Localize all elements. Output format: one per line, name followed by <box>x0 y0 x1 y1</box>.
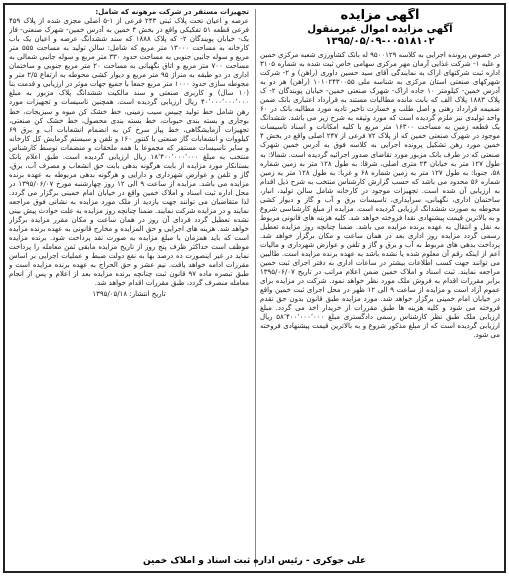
announcement-header <box>260 8 500 48</box>
signature-line: علی جوکری - رئیس اداره ثبت اسناد و املاک خمین <box>142 556 367 566</box>
publish-date: تاریخ انتشار: ۱۳۹۵/۰۵/۱۸ <box>92 290 166 299</box>
left-column <box>9 8 249 568</box>
right-body-text: در خصوص پرونده اجرایی به کلاسه ۹۵۰۰۱۲۹ له بانک کشاورزی شعبه مرکزی خمین و علیه ۱- شرکت غذایی آرمان مهر مرکزی سهامی خاص ثبت شده به شماره ۳۱۰۵ اداره ثبت شرکتهای اراک به نمایندگی آقای سید حسین داوری (راهن) و ۲- شرکت شهرکهای صنعتی استان مرکزی به شناسه ملی ۱۰۱۰۲۴۳۰۰۵۵ (راهن) هر دو به آدرس خمین- کیلومتر ۱۰ جاده اراک- شهرک صنعتی خمین- خیابان پویندگان ۲- ک پلاک ۱۸۸۳ پلاک الف که بابت مانده مطالبات مستند به قرارداد اعتباری بانک ضمن ضمیمه قرارداد رهنی و اصل طلب و خسارت تاخیر تادیه مورد مطالبه بانک در ۶۰ واحد تولیدی نیز ملزم گردیده است که مورد وثیقه به شرح زیر می باشد. ششدانگ یک قطعه زمین به مساحت ۱۶۳۰۰ متر مربع با کلیه امکانات و اسناد تاسیسات موجود در شهرک صنعتی خمین که از پلاک ۷۲ فرعی از ۲۴۷ اصلی واقع در بخش ۴ خمین مورد رهن تشکیل پرونده اجرایی به کلاسه فوق به آدرس خمین شهرک صنعتی که در طرف بانک مزبور مورد تقاضای صدور اجرائیه گردیده است. شمالا: به طول ۱۲۷ متر به خیابان ۲۴ متری اصلی، شرقا: به طول ۱۲۸ متر به زمین شماره ۵۸، جنوبا: به طول ۱۲۷ متر به زمین شماره ۶۸ و غربا: به طول ۱۲۸ متر به زمین شماره ۵۶ محدود می باشد که حسب گزارش کارشناس منتخب به شرح ذیل اقدام به ارزیابی آن شده است. تجهیزات موجود در کارخانه شامل سالن تولید، انبار، ساختمان اداری، نگهبانی، سرایداری، تاسیسات برق و آب و گاز و دیوار کشی محوطه به صورت ششدانگ ارزیابی گردیده است. مزایده از مبلغ کارشناسی شروع و به بالاترین قیمت پیشنهادی نقدا فروخته خواهد شد. کلیه هزینه های قانونی مربوط به نقل و انتقال به عهده برنده مزایده می باشد. ضمنا چنانچه روز مزایده تعطیل رسمی گردد مزایده روز اداری بعد در همان ساعت و مکان برگزار خواهد شد. پرداخت بدهی های مربوط به آب و برق و گاز و تلفن و عوارض شهرداری و مالیات اعم از اینکه رقم آن معلوم شده یا نشده باشد به عهده برنده مزایده است. طالبین می توانند جهت کسب اطلاعات بیشتر در ساعات اداری به دفتر اجرای ثبت خمین مراجعه نمایند. ثبت اسناد و املاک خمین ضمن اعلام مراتب در تاریخ ۱۳۹۵/۰۶/۰۷ برابر مقررات اقدام به فروش ملک مورد نظر خواهد نمود. شرکت در مزایده برای عموم آزاد است و مزایده از ساعت ۹ الی ۱۲ ظهر در محل اجرای ثبت خمین واقع در خیابان امام خمینی برگزار خواهد شد. مورد مزایده طبق قانون بدون حق تقدم فروخته می شود و کلیه هزینه ها طبق مقررات از خریدار اخذ می گردد. مبلغ ارزیابی ملک طبق نظر کارشناس رسمی دادگستری مبلغ ۵۸٬۴۰۰٬۰۰۰٬۰۰۰ ریال ارزیابی گردیده است که از مبلغ مذکور شروع و به بالاترین قیمت پیشنهادی فروخته می شود. <box>260 51 500 340</box>
announcement-page <box>3 3 506 573</box>
title-main: آگهی مزایده <box>340 8 420 23</box>
right-column <box>260 8 500 568</box>
column-divider <box>255 9 256 567</box>
title-number: ۱۳۹۵/۰۵/۰۹-۰۰۵۱۸۱۰۲ <box>325 36 435 47</box>
left-intro-text: تجهیزات مستقر در شرکت مرهونه که شامل: <box>95 8 249 16</box>
title-subtitle: آگهی مزایده اموال غیرمنقول <box>307 24 453 35</box>
left-body-text: عرصه و اعیان تحت پلاک ثبتی ۲۴۳ فرعی از ۱-۵ اصلی مجزی شده از پلاک ۴۵۹ فرعی قطعه ۵۱ تفکیکی واقع در بخش ۴ خمین به آدرس خمین- شهرک صنعتی- فاز یک- خیابان پویندگان ۲- که پلاک ۱۸۸۸ که سند ششدانگ عرصه و اعیان یک باب کارخانه به مساحت ۱۳۰۰۰ متر مربع که شامل: سالن تولید به مساحت ۵۵۵ متر مربع و سوله جانبی جنوبی به مساحت حدود ۳۳۰ متر مربع و سوله جانبی شمالی به مساحت ۷۰۰ متر مربع و اتاق نگهبانی به مساحت ۲۰ متر مربع جنوبی و ساختمان اداری در دو طبقه به متراژ ۹۵ متر مربع و دیوار کشی محوطه به ارتفاع ۲/۵ متر و محوطه سازی حدود ۱۰۰۰ متر مربع جمعا با جمیع جهات موثر در ارزیابی و قدمت بنا (۱۰ سال) و کاربری صنعتی و سند مالکیت ششدانگ پلاک مزبور به مبلغ ۴۰٬۰۰۰٬۰۰۰٬۰۰۰ ریال ارزیابی گردیده است. همچنین تاسیسات و تجهیزات مورد رهن شامل خط تولید چیپس سیب زمینی، خط خشک کن میوه و سبزیجات، خط بوجاری و بسته بندی حبوبات، خط بسته بندی محصول، خط خشک کن صنعتی، تجهیزات آزمایشگاهی، خط پیاز سرخ کن به انضمام انشعابات آب و برق ۶۹ کیلووات و انشعابات گاز صنعتی با کنتور ۱۶۰ و تلفن و سیستم گرمایش کل کارخانه و سایر تاسیسات مستقر که مجموعا با همه ملحقات و منضمات توسط کارشناس منتخب به مبلغ ۱۸٬۴۰۰٬۰۰۰٬۰۰۰ ریال ارزیابی گردیده است. طبق اعلام بانک بستانکار مورد مزایده از بابت هرگونه بدهی بابت حق انشعاب و مصرف آب، برق، گاز و تلفن و عوارض شهرداری و دارایی و هرگونه بدهی مربوطه به عهده برنده مزایده می باشد. مزایده از ساعت ۹ الی ۱۲ روز چهارشنبه مورخ ۱۳۹۵/۰۶/۰۷ در محل اداره ثبت اسناد و املاک خمین واقع در خیابان امام خمینی برگزار می گردد. لذا متقاضیان می توانند جهت بازدید از ملک مورد مزایده به نشانی فوق مراجعه نمایند و در مزایده شرکت نمایند. ضمنا چنانچه روز مزایده به علت حوادث پیش بینی نشده تعطیل گردد فردای آن روز در همان ساعت و مکان مقرر مزایده برگزار خواهد شد. هزینه های اجرایی و حق المزایده و مخارج قانونی به عهده برنده مزایده است که باید همزمان با مبلغ مزایده به صورت نقد پرداخت شود. برنده مزایده موظف است حداکثر ظرف پنج روز از تاریخ مزایده مابقی ثمن معامله را پرداخت نماید در غیر اینصورت ده درصد بها به نفع دولت ضبط و عملیات اجرایی بر اساس مقررات ادامه خواهد یافت. نیم عشر و حق الحراج به عهده برنده مزایده است و طبق تبصره ماده ۹۷ قانون ثبت چنانچه برنده مزایده بعد از اعلام و پس از انجام معامله منصرف گردد، طبق مقررات اقدام خواهد شد. <box>9 17 249 288</box>
